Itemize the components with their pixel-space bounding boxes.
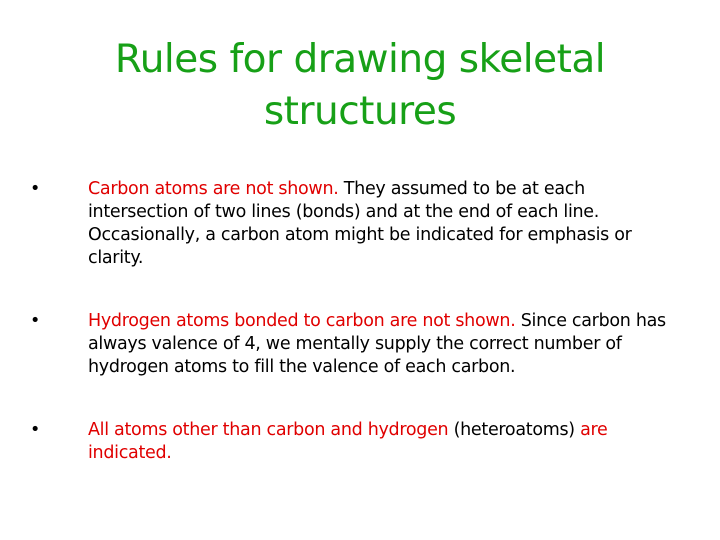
bullet-highlight: Carbon atoms are not shown. <box>88 179 339 199</box>
slide-title-line-1: Rules for drawing skeletal <box>114 37 606 82</box>
slide-title-line-2: structures <box>263 89 457 134</box>
bullet-item-heteroatoms <box>30 419 690 465</box>
bullet-list <box>30 178 690 465</box>
bullet-text: They assumed to be at each intersection of two lines (bonds) and at the end of each line. Occasionally, a carbon atom might be indicated for emphasis or clarity. <box>88 179 632 268</box>
bullet-item-hydrogen-atoms <box>30 310 690 379</box>
bullet-trailing-highlight: are indicated. <box>88 420 608 463</box>
bullet-marker: • <box>30 420 41 440</box>
bullet-item-carbon-atoms <box>30 178 690 270</box>
bullet-highlight: All atoms other than carbon and hydrogen <box>88 420 449 440</box>
bullet-text: Since carbon has always valence of 4, we mentally supply the correct number of hydrogen atoms to fill the valence of each carbon. <box>88 311 666 377</box>
slide-title <box>0 34 720 138</box>
bullet-marker: • <box>30 311 41 331</box>
bullet-marker: • <box>30 179 41 199</box>
bullet-text: (heteroatoms) <box>448 420 581 440</box>
bullet-highlight: Hydrogen atoms bonded to carbon are not shown. <box>88 311 516 331</box>
